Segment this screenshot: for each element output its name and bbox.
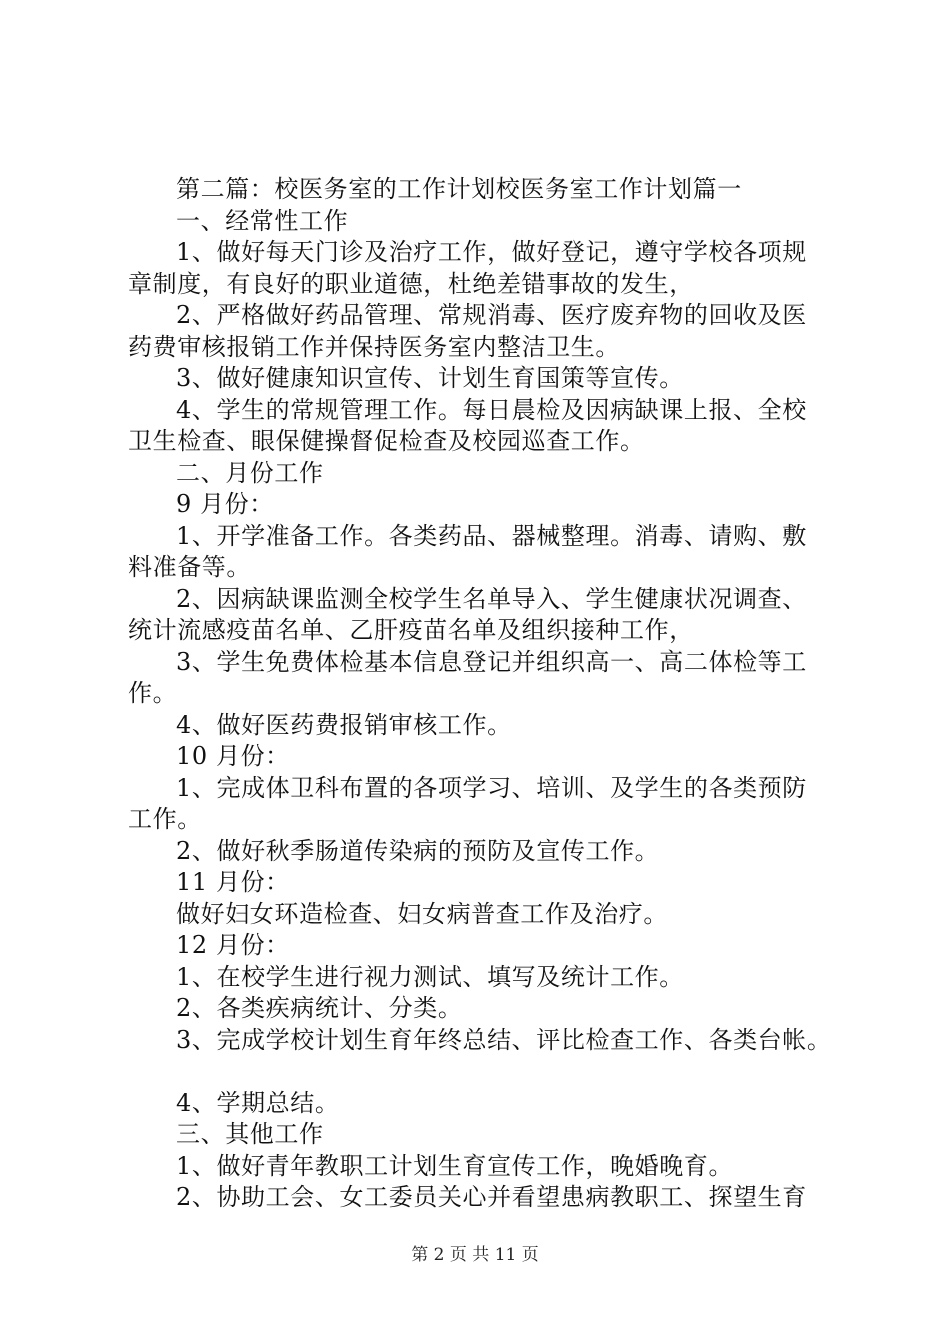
text-line: 卫生检查、眼保健操督促检查及校园巡查工作。	[128, 427, 645, 455]
text-line: 2、做好秋季肠道传染病的预防及宣传工作。	[176, 836, 660, 865]
text-line: 1、开学准备工作。各类药品、器械整理。消毒、请购、敷	[176, 521, 807, 550]
text-line: 章制度，有良好的职业道德，杜绝差错事故的发生，	[128, 269, 694, 298]
text-line: 工作。	[128, 805, 202, 833]
text-line: 作。	[128, 679, 178, 707]
text-line: 11 月份：	[176, 868, 290, 896]
document-title: 第二篇：校医务室的工作计划校医务室工作计划篇一	[176, 175, 742, 203]
text-line: 4、学期总结。	[176, 1088, 340, 1117]
text-line: 药费审核报销工作并保持医务室内整洁卫生。	[128, 332, 620, 361]
document-body	[128, 174, 838, 1214]
text-line: 9 月份：	[176, 490, 274, 518]
blank-line	[128, 1056, 838, 1088]
text-line: 二、月份工作	[176, 458, 324, 487]
text-line: 做好妇女环造检查、妇女病普查工作及治疗。	[176, 899, 668, 928]
text-line: 12 月份：	[176, 931, 290, 959]
text-line: 3、做好健康知识宣传、计划生育国策等宣传。	[176, 364, 684, 392]
text-line: 料准备等。	[128, 553, 251, 581]
page-number-footer: 第 2 页 共 11 页	[411, 1245, 539, 1265]
text-line: 2、各类疾病统计、分类。	[176, 994, 463, 1022]
text-line: 3、完成学校计划生育年终总结、评比检查工作、各类台帐。	[176, 1025, 832, 1054]
text-line: 1、在校学生进行视力测试、填写及统计工作。	[176, 962, 684, 991]
text-line: 1、做好青年教职工计划生育宣传工作，晚婚晚育。	[176, 1151, 734, 1180]
text-line: 4、做好医药费报销审核工作。	[176, 710, 512, 739]
text-line: 10 月份：	[176, 742, 290, 770]
text-line: 2、因病缺课监测全校学生名单导入、学生健康状况调查、	[176, 584, 807, 613]
text-line: 2、协助工会、女工委员关心并看望患病教职工、探望生育	[176, 1183, 807, 1211]
text-line: 一、经常性工作	[176, 206, 349, 235]
text-line: 2、严格做好药品管理、常规消毒、医疗废弃物的回收及医	[176, 301, 807, 329]
text-line: 1、完成体卫科布置的各项学习、培训、及学生的各类预防	[176, 773, 807, 802]
text-line: 4、学生的常规管理工作。每日晨检及因病缺课上报、全校	[176, 395, 807, 424]
text-line: 三、其他工作	[176, 1120, 324, 1148]
text-line: 3、学生免费体检基本信息登记并组织高一、高二体检等工	[176, 647, 807, 676]
text-line: 统计流感疫苗名单、乙肝疫苗名单及组织接种工作，	[128, 616, 694, 644]
text-line: 1、做好每天门诊及治疗工作，做好登记，遵守学校各项规	[176, 238, 807, 266]
